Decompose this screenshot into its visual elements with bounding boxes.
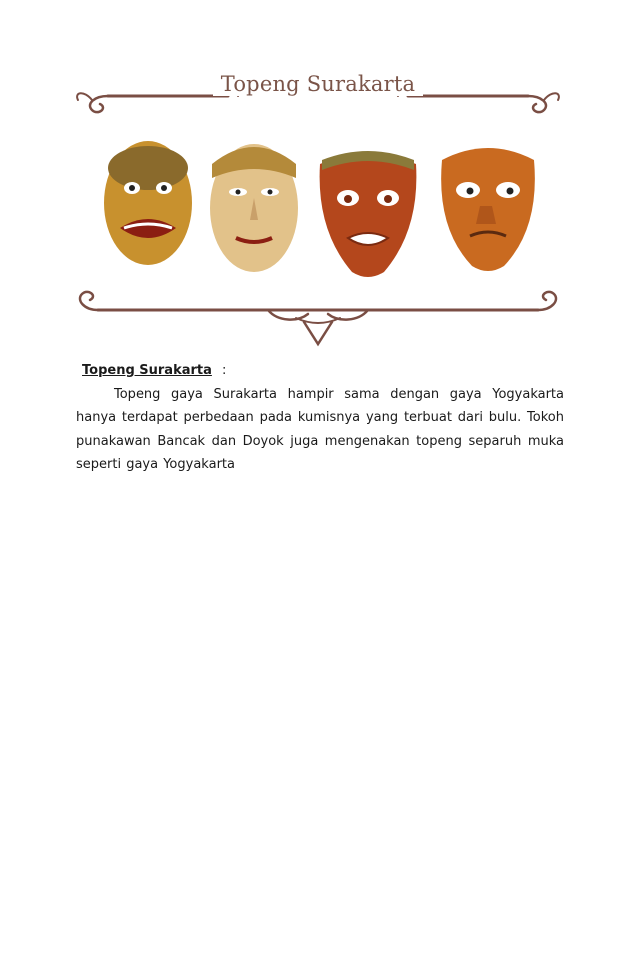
mask-2 xyxy=(210,144,298,272)
banner-graphic xyxy=(68,60,568,360)
bottom-ornament xyxy=(80,292,556,344)
mask-banner xyxy=(68,60,568,360)
body-paragraph: Topeng gaya Surakarta hampir sama dengan gaya Yogyakarta hanya terdapat perbedaan pada kumisnya yang terbuat dari bulu. Tokoh punakawan Bancak dan Doyok juga mengenakan topeng separuh muka seperti gaya Yogyakarta xyxy=(76,386,564,472)
heading-line xyxy=(76,359,564,383)
mask-1 xyxy=(104,141,192,265)
text-section xyxy=(76,359,564,477)
mask-4 xyxy=(441,148,535,271)
mask-3 xyxy=(320,151,417,277)
heading-colon: : xyxy=(222,363,227,378)
banner-title: Topeng Surakarta xyxy=(68,72,568,96)
section-heading: Topeng Surakarta xyxy=(82,363,212,378)
